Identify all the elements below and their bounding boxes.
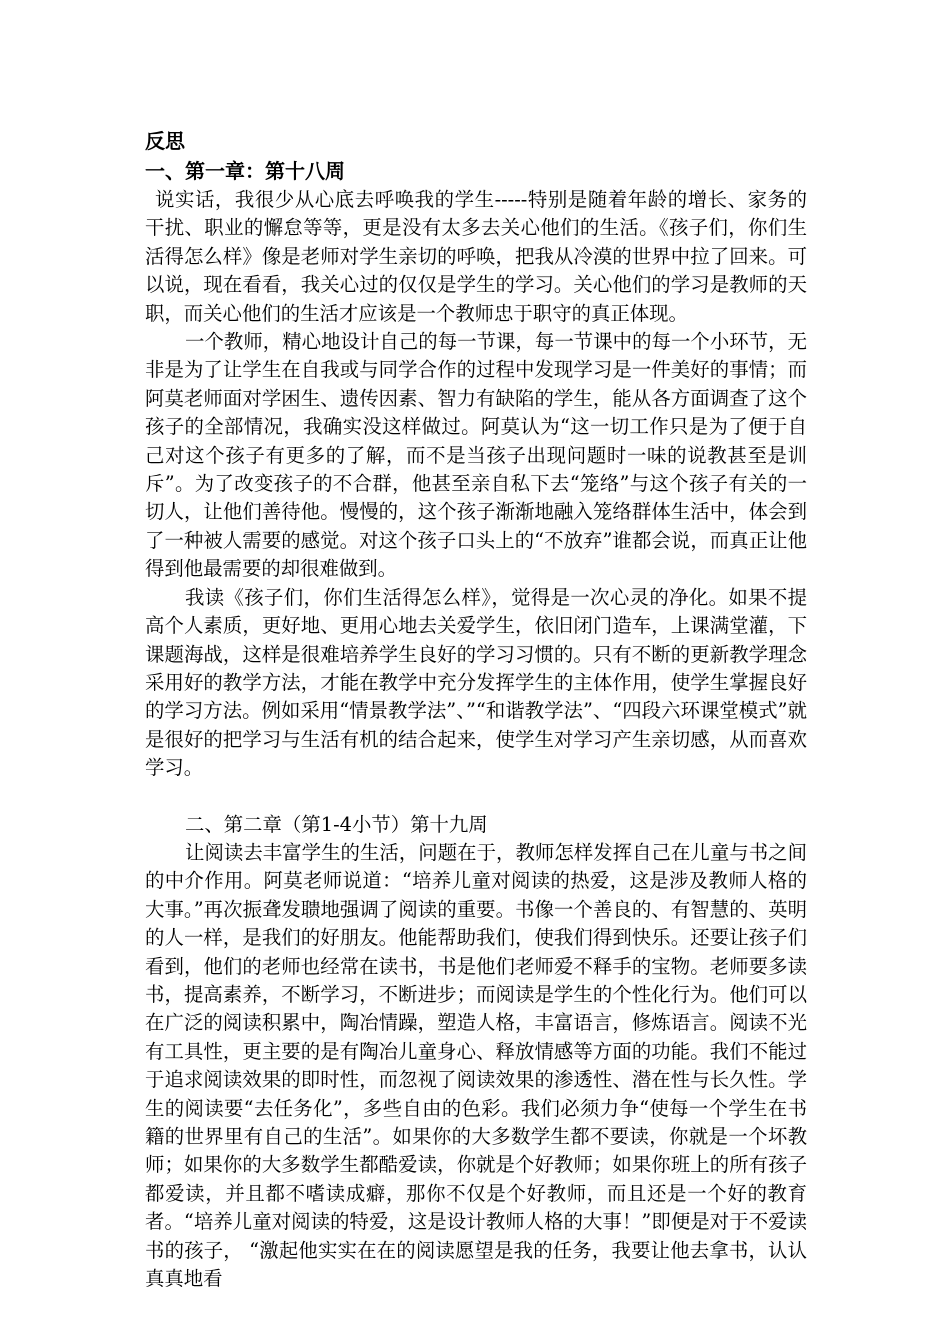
document-page bbox=[145, 118, 807, 1293]
section-1-heading: 一、第一章：第十八周 bbox=[145, 159, 345, 183]
section-1-paragraph-3: 我读《孩子们，你们生活得怎么样》，觉得是一次心灵的净化。如果不提高个人素质，更好地、更用心地去关爱学生，依旧闭门造车，上课满堂灌，下课题海战，这样是很难培养学生良好的学习习惯的。只有不断的更新教学理念采用好的教学方法，才能在教学中充分发挥学生的主体作用，使学生掌握良好的学习方法。例如采用“情景教学法”、”“和谐教学法”、“四段六环课堂模式”就是很好的把学习与生活有机的结合起来，使学生对学习产生亲切感，从而喜欢学习。 bbox=[145, 585, 807, 780]
section-1-paragraph-2: 一个教师，精心地设计自己的每一节课，每一节课中的每一个小环节，无非是为了让学生在自我或与同学合作的过程中发现学习是一件美好的事情；而阿莫老师面对学困生、遗传因素、智力有缺陷的学生，能从各方面调查了这个孩子的全部情况，我确实没这样做过。阿莫认为“这一切工作只是为了便于自己对这个孩子有更多的了解，而不是当孩子出现问题时一味的说教甚至是训斥”。为了改变孩子的不合群，他甚至亲自私下去“笼络”与这个孩子有关的一切人，让他们善待他。慢慢的，这个孩子渐渐地融入笼络群体生活中，体会到了一种被人需要的感觉。对这个孩子口头上的“不放弃”谁都会说，而真正让他得到他最需要的却很难做到。 bbox=[145, 330, 807, 581]
section-spacer bbox=[145, 783, 807, 811]
document-title: 反思 bbox=[145, 129, 185, 153]
section-2-paragraph-1: 让阅读去丰富学生的生活，问题在于，教师怎样发挥自己在儿童与书之间的中介作用。阿莫老师说道：“培养儿童对阅读的热爱，这是涉及教师人格的大事。”再次振聋发聩地强调了阅读的重要。书像一个善良的、有智慧的、英明的人一样，是我们的好朋友。他能帮助我们，使我们得到快乐。还要让孩子们看到，他们的老师也经常在读书，书是他们老师爱不释手的宝物。老师要多读书，提高素养，不断学习，不断进步；而阅读是学生的个性化行为。他们可以在广泛的阅读积累中，陶冶情躁，塑造人格，丰富语言，修炼语言。阅读不光有工具性，更主要的是有陶冶儿童身心、释放情感等方面的功能。我们不能过于追求阅读效果的即时性，而忽视了阅读效果的渗透性、潜在性与长久性。学生的阅读要“去任务化”，多些自由的色彩。我们必须力争“使每一个学生在书籍的世界里有自己的生活”。如果你的大多数学生都不要读，你就是一个坏教师；如果你的大多数学生都酷爱读，你就是个好教师；如果你班上的所有孩子都爱读，并且都不嗜读成癖，那你不仅是个好教师，而且还是一个好的教育者。“培养儿童对阅读的特爱，这是设计教师人格的大事！”即便是对于不爱读书的孩子， “激起他实实在在的阅读愿望是我的任务，我要让他去拿书，认认真真地看 bbox=[145, 840, 807, 1291]
section-1-paragraph-1: 说实话，我很少从心底去呼唤我的学生-----特别是随着年龄的增长、家务的干扰、职业的懈怠等等，更是没有太多去关心他们的生活。《孩子们，你们生活得怎么样》像是老师对学生亲切的呼唤，把我从冷漠的世界中拉了回来。可以说，现在看看，我关心过的仅仅是学生的学习。关心他们的学习是教师的天职，而关心他们的生活才应该是一个教师忠于职守的真正体现。 bbox=[145, 188, 807, 325]
section-2-heading: 二、第二章（第1-4小节）第十九周 bbox=[185, 812, 488, 836]
